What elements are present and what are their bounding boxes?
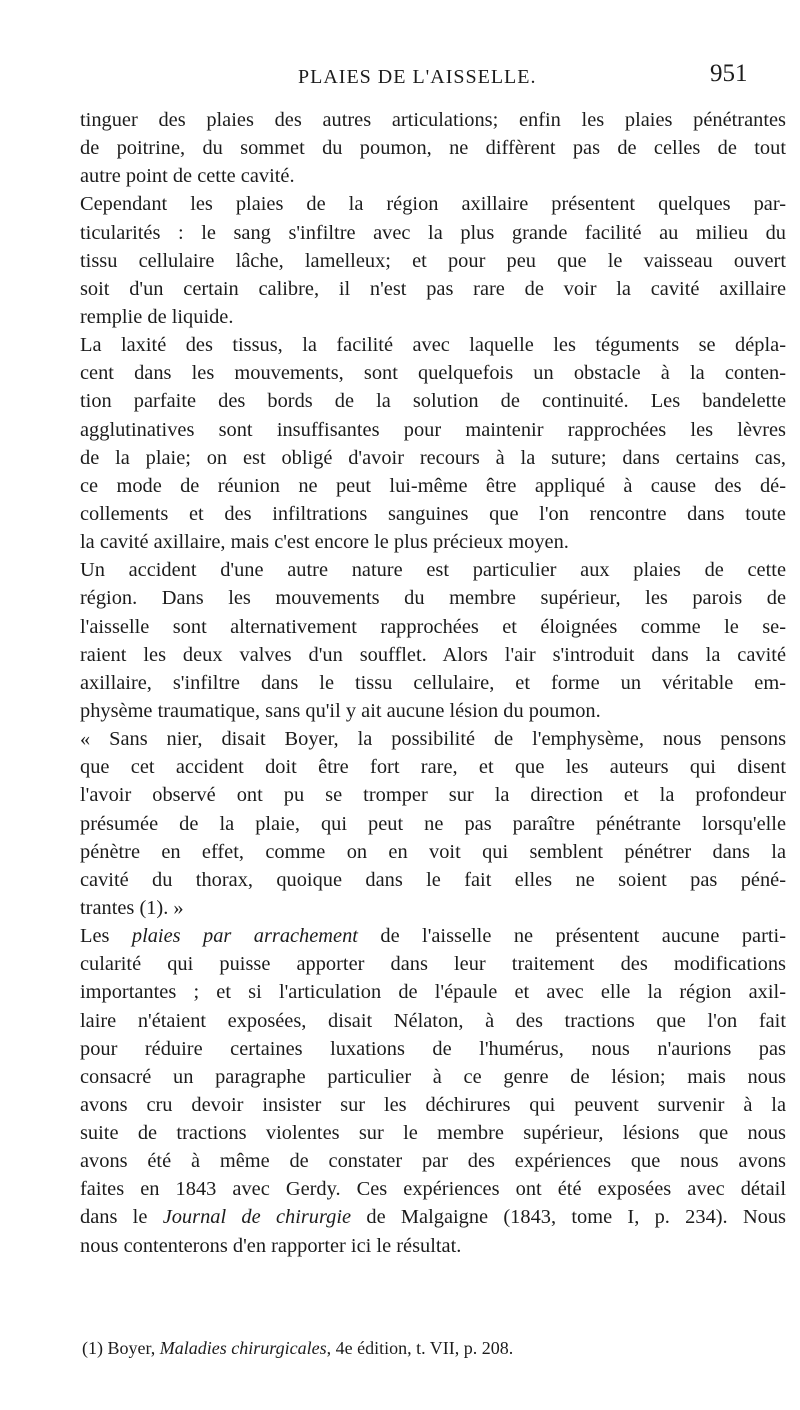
text-line: « Sans nier, disait Boyer, la possibilité de l'emphysème, nous pensons <box>80 728 786 751</box>
text-line: que cet accident doit être fort rare, et que les auteurs qui disent <box>80 756 786 779</box>
text-line: axillaire, s'infiltre dans le tissu cellulaire, et forme un véritable em- <box>80 671 786 694</box>
text-line: cularité qui puisse apporter dans leur traitement des modifications <box>80 953 786 976</box>
text-line: de la plaie; on est obligé d'avoir recours à la suture; dans certains cas, <box>80 446 786 469</box>
text-line: Un accident d'une autre nature est particulier aux plaies de cette <box>80 559 786 582</box>
text-line: cavité du thorax, quoique dans le fait elles ne soient pas péné- <box>80 868 786 891</box>
italic-phrase: Journal de chirurgie <box>162 1206 352 1229</box>
text-run: de l'aisselle ne présentent aucune parti- <box>357 925 786 948</box>
text-line <box>80 922 786 950</box>
text-line: région. Dans les mouvements du membre supérieur, les parois de <box>80 587 786 610</box>
text-line: cent dans les mouvements, sont quelquefois un obstacle à la conten- <box>80 362 786 385</box>
text-run: dans le <box>80 1206 163 1229</box>
text-run: Les <box>80 925 132 948</box>
text-run: de Malgaigne (1843, tome I, p. 234). Nous <box>351 1206 786 1229</box>
text-line: ticularités : le sang s'infiltre avec la plus grande facilité au milieu du <box>80 221 786 244</box>
text-line: l'aisselle sont alternativement rapprochées et éloignées comme le se- <box>80 615 786 638</box>
text-line: agglutinatives sont insuffisantes pour maintenir rapprochées les lèvres <box>80 418 786 441</box>
text-line: autre point de cette cavité. <box>80 165 295 188</box>
text-line: avons cru devoir insister sur les déchirures qui peuvent survenir à la <box>80 1093 786 1116</box>
text-line <box>80 1203 786 1231</box>
footnote-title: Maladies chirurgicales <box>159 1338 327 1358</box>
text-line: l'avoir observé ont pu se tromper sur la direction et la profondeur <box>80 784 786 807</box>
text-line: tinguer des plaies des autres articulations; enfin les plaies pénétrantes <box>80 109 786 131</box>
body-text <box>80 106 786 1260</box>
text-line: de poitrine, du sommet du poumon, ne diffèrent pas de celles de tout <box>80 137 786 160</box>
running-title: PLAIES DE L'AISSELLE. <box>298 66 537 88</box>
footnote-marker: (1) <box>82 1338 103 1358</box>
text-line: suite de tractions violentes sur le membre supérieur, lésions que nous <box>80 1122 786 1145</box>
text-line: pour réduire certaines luxations de l'humérus, nous n'aurions pas <box>80 1037 786 1060</box>
text-line: La laxité des tissus, la facilité avec laquelle les téguments se dépla- <box>80 334 786 357</box>
text-line: faites en 1843 avec Gerdy. Ces expériences ont été exposées avec détail <box>80 1178 786 1201</box>
footnote-author: Boyer, <box>103 1338 160 1358</box>
text-line: pénètre en effet, comme on en voit qui semblent pénétrer dans la <box>80 840 786 863</box>
text-line: tion parfaite des bords de la solution de continuité. Les bandelette <box>80 390 786 413</box>
text-line: raient les deux valves d'un soufflet. Alors l'air s'introduit dans la cavité <box>80 643 786 666</box>
text-line: nous contenterons d'en rapporter ici le résultat. <box>80 1234 462 1257</box>
text-line: physème traumatique, sans qu'il y ait aucune lésion du poumon. <box>80 699 601 722</box>
running-head <box>0 60 800 96</box>
text-line: laire n'étaient exposées, disait Nélaton, à des tractions que l'on fait <box>80 1009 786 1032</box>
text-line: ce mode de réunion ne peut lui-même être appliqué à cause des dé- <box>80 474 786 497</box>
text-line: remplie de liquide. <box>80 305 234 328</box>
text-line: présumée de la plaie, qui peut ne pas paraître pénétrante lorsqu'elle <box>80 812 786 835</box>
footnote <box>82 1336 782 1360</box>
text-line: consacré un paragraphe particulier à ce genre de lésion; mais nous <box>80 1065 786 1088</box>
text-line: Cependant les plaies de la région axillaire présentent quelques par- <box>80 193 786 216</box>
text-line: tissu cellulaire lâche, lamelleux; et pour peu que le vaisseau ouvert <box>80 249 786 272</box>
text-line: avons été à même de constater par des expériences que nous avons <box>80 1150 786 1173</box>
text-line: importantes ; et si l'articulation de l'épaule et avec elle la région axil- <box>80 981 786 1004</box>
text-line: trantes (1). » <box>80 896 184 919</box>
text-line: la cavité axillaire, mais c'est encore le plus précieux moyen. <box>80 531 569 554</box>
text-line: soit d'un certain calibre, il n'est pas rare de voir la cavité axillaire <box>80 277 786 300</box>
footnote-details: , 4e édition, t. VII, p. 208. <box>326 1338 514 1358</box>
page-number: 951 <box>710 60 748 87</box>
italic-phrase: plaies par arrachement <box>131 925 358 948</box>
text-line: collements et des infiltrations sanguines que l'on rencontre dans toute <box>80 502 786 525</box>
